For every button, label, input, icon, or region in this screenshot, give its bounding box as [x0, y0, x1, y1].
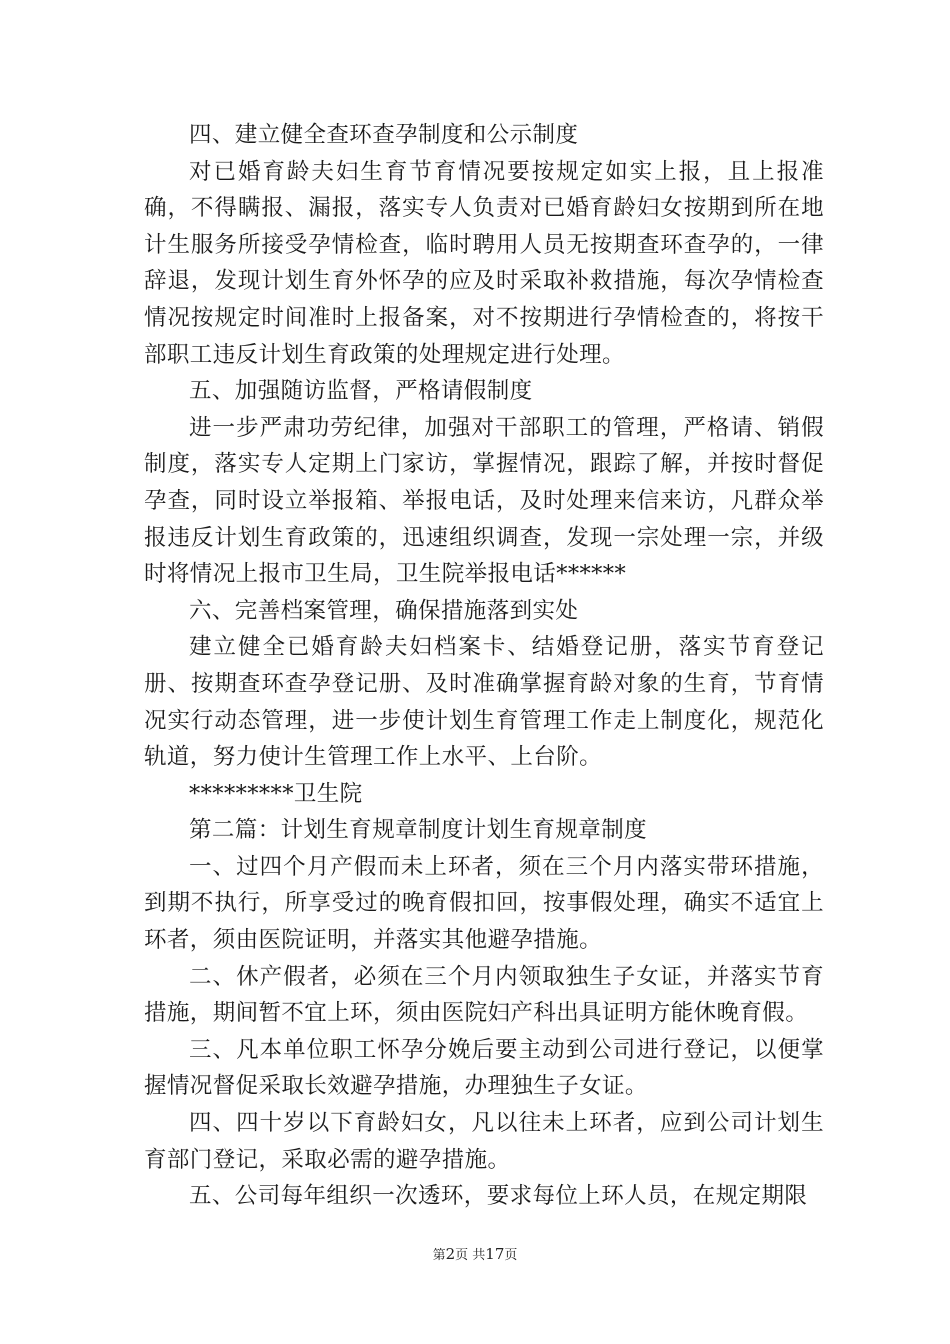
section-heading: 六、完善档案管理，确保措施落到实处 [189, 597, 579, 624]
paragraph: 三、凡本单位职工怀孕分娩后要主动到公司进行登记，以便掌握情况督促采取长效避孕措施，办理独生子女证。 [144, 1036, 824, 1100]
document-body [144, 117, 824, 1215]
section-heading: 四、建立健全查环查孕制度和公示制度 [189, 122, 579, 148]
footer-middle: 页 共 [455, 1248, 486, 1263]
signature-line: *********卫生院 [189, 780, 363, 807]
footer-prefix: 第 [432, 1248, 446, 1263]
total-page-number: 17 [485, 1245, 505, 1263]
chapter-title: 第二篇：计划生育规章制度计划生育规章制度 [189, 817, 648, 844]
section-heading: 五、加强随访监督，严格请假制度 [189, 378, 533, 405]
paragraph: 二、休产假者，必须在三个月内领取独生子女证，并落实节育措施，期间暂不宜上环，须由医院妇产科出具证明方能休晚育假。 [144, 963, 824, 1027]
paragraph: 进一步严肃功劳纪律，加强对干部职工的管理，严格请、销假制度，落实专人定期上门家访，掌握情况，跟踪了解，并按时督促孕查，同时设立举报箱、举报电话，及时处理来信来访，凡群众举报违反计划生育政策的，迅速组织调查，发现一宗处理一宗，并级时将情况上报市卫生局，卫生院举报电话****** [144, 414, 824, 588]
current-page-number: 2 [445, 1245, 456, 1263]
footer-suffix: 页 [504, 1248, 518, 1263]
paragraph: 一、过四个月产假而未上环者，须在三个月内落实带环措施，到期不执行，所享受过的晚育假扣回，按事假处理，确实不适宜上环者，须由医院证明，并落实其他避孕措施。 [144, 853, 824, 954]
paragraph: 对已婚育龄夫妇生育节育情况要按规定如实上报，且上报准确，不得瞒报、漏报，落实专人负责对已婚育龄妇女按期到所在地计生服务所接受孕情检查，临时聘用人员无按期查环查孕的，一律辞退，发现计划生育外怀孕的应及时采取补救措施，每次孕情检查情况按规定时间准时上报备案，对不按期进行孕情检查的，将按干部职工违反计划生育政策的处理规定进行处理。 [144, 158, 824, 368]
paragraph: 四、四十岁以下育龄妇女，凡以往未上环者，应到公司计划生育部门登记，采取必需的避孕措施。 [144, 1110, 824, 1173]
paragraph: 建立健全已婚育龄夫妇档案卡、结婚登记册，落实节育登记册、按期查环查孕登记册、及时准确掌握育龄对象的生育，节育情况实行动态管理，进一步使计划生育管理工作走上制度化，规范化轨道，努力使计生管理工作上水平、上台阶。 [144, 634, 824, 771]
paragraph: 五、公司每年组织一次透环，要求每位上环人员，在规定期限 [189, 1183, 808, 1210]
page-footer [0, 1244, 950, 1263]
